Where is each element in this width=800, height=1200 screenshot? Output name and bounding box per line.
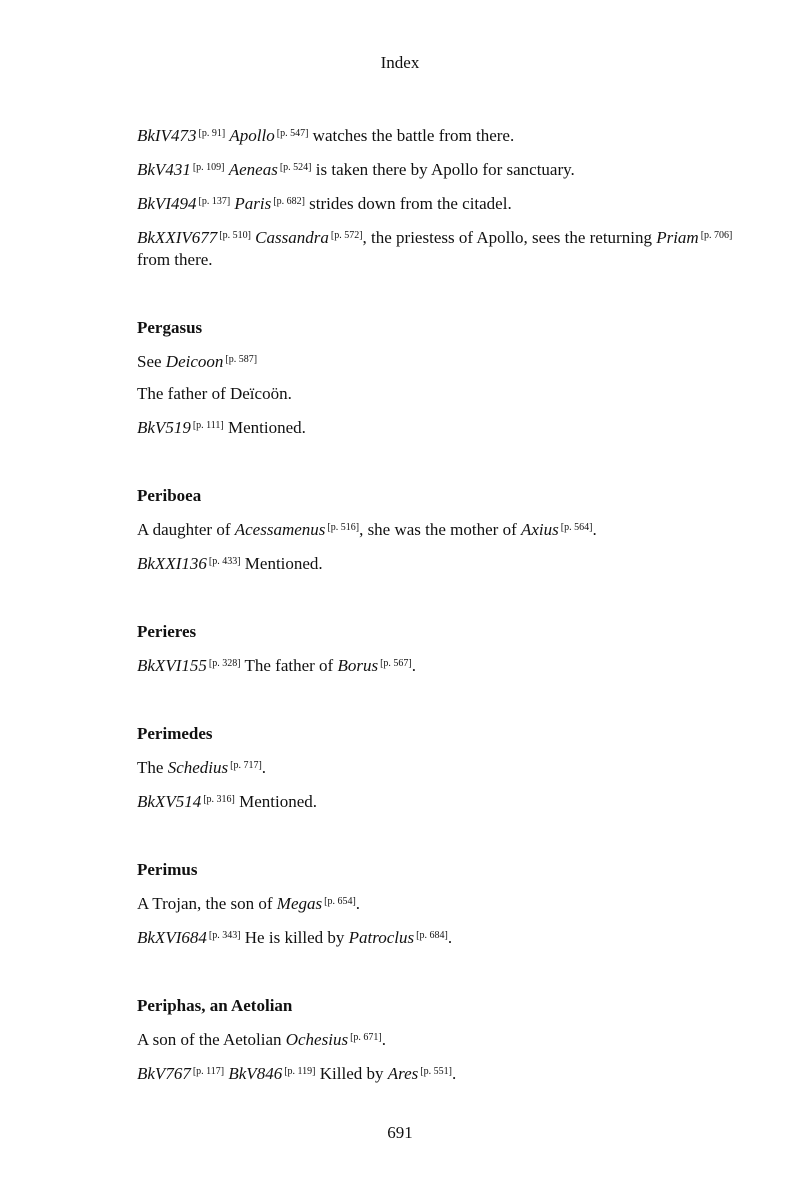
entry-title: Perimedes	[137, 724, 213, 743]
page-reference[interactable]: [p. 91]	[198, 128, 226, 139]
cross-reference-link[interactable]: BkXV514	[137, 792, 202, 811]
index-content	[137, 118, 767, 1090]
page-reference[interactable]: [p. 654]	[324, 896, 356, 907]
page-reference[interactable]: [p. 109]	[192, 162, 225, 173]
entry-line	[137, 546, 767, 580]
index-entry	[137, 854, 767, 954]
page-reference[interactable]: [p. 137]	[198, 196, 231, 207]
page-reference[interactable]: [p. 567]	[380, 658, 412, 669]
entry-line	[137, 220, 767, 276]
entry-text: A daughter of	[137, 520, 235, 539]
index-entry	[137, 480, 767, 580]
entry-text: The father of	[240, 656, 338, 675]
entry-text: .	[355, 894, 361, 913]
page-reference[interactable]: [p. 316]	[203, 794, 235, 805]
index-entry	[137, 990, 767, 1090]
cross-reference-link[interactable]: Ares	[387, 1064, 419, 1083]
page-reference[interactable]: [p. 587]	[225, 354, 258, 365]
cross-reference-link[interactable]: BkVI494	[137, 194, 197, 213]
page-reference[interactable]: [p. 510]	[219, 230, 251, 241]
cross-reference-link[interactable]: Borus	[337, 656, 379, 675]
entry-line	[137, 512, 767, 546]
page-reference[interactable]: [p. 671]	[350, 1032, 382, 1043]
page-reference[interactable]: [p. 111]	[192, 420, 224, 431]
cross-reference-link[interactable]: Cassandra	[255, 228, 329, 247]
entry-text: .	[451, 1064, 457, 1083]
cross-reference-link[interactable]: BkV846	[228, 1064, 283, 1083]
entry-text: strides down from the citadel.	[304, 194, 512, 213]
cross-reference-link[interactable]: BkXXI136	[137, 554, 207, 573]
page-reference[interactable]: [p. 706]	[700, 230, 733, 241]
entry-title: Perieres	[137, 622, 197, 641]
cross-reference-link[interactable]: BkV519	[137, 418, 191, 437]
cross-reference-link[interactable]: Acessamenus	[234, 520, 326, 539]
page-reference[interactable]: [p. 547]	[276, 128, 309, 139]
entry-line	[137, 186, 767, 220]
entry-line	[137, 344, 767, 378]
entry-title: Periboea	[137, 486, 202, 505]
page-reference[interactable]: [p. 564]	[560, 522, 593, 533]
cross-reference-link[interactable]: BkXVI684	[137, 928, 207, 947]
page-reference[interactable]: [p. 524]	[279, 162, 312, 173]
cross-reference-link[interactable]: Paris	[234, 194, 272, 213]
cross-reference-link[interactable]: Aeneas	[228, 160, 278, 179]
entry-text: See	[137, 352, 166, 371]
entry-line	[137, 1056, 767, 1090]
entry-text: .	[381, 1030, 386, 1049]
page-reference[interactable]: [p. 572]	[330, 230, 363, 241]
entry-text: The father of Deïcoön.	[137, 384, 292, 403]
entry-text: .	[447, 928, 453, 947]
page-reference[interactable]: [p. 433]	[208, 556, 241, 567]
entry-line	[137, 750, 767, 784]
entry-text: The	[137, 758, 168, 777]
entry-text: A son of the Aetolian	[137, 1030, 286, 1049]
cross-reference-link[interactable]: BkV767	[137, 1064, 191, 1083]
cross-reference-link[interactable]: BkXVI155	[137, 656, 207, 675]
entry-text: Mentioned.	[234, 792, 318, 811]
entry-text: .	[261, 758, 267, 777]
cross-reference-link[interactable]: BkV431	[137, 160, 191, 179]
page-reference[interactable]: [p. 343]	[208, 930, 241, 941]
index-entry	[137, 118, 767, 276]
page-reference[interactable]: [p. 516]	[327, 522, 360, 533]
entry-text: .	[411, 656, 416, 675]
entry-line	[137, 152, 767, 186]
entry-text: He is killed by	[240, 928, 349, 947]
cross-reference-link[interactable]: BkIV473	[137, 126, 197, 145]
cross-reference-link[interactable]: Schedius	[167, 758, 229, 777]
cross-reference-link[interactable]: Megas	[276, 894, 323, 913]
entry-line	[137, 378, 767, 410]
entry-text: watches the battle from there.	[308, 126, 515, 145]
page-reference[interactable]: [p. 551]	[420, 1066, 452, 1077]
index-entry	[137, 718, 767, 818]
page-reference[interactable]: [p. 684]	[416, 930, 448, 941]
page-reference[interactable]: [p. 117]	[192, 1066, 225, 1077]
page-reference[interactable]: [p. 717]	[230, 760, 262, 771]
entry-text: , the priestess of Apollo, sees the returning	[362, 228, 657, 247]
page-reference[interactable]: [p. 119]	[284, 1066, 316, 1077]
entry-title: Pergasus	[137, 318, 203, 337]
entry-line	[137, 886, 767, 920]
entry-text: .	[592, 520, 597, 539]
entry-text: Mentioned.	[240, 554, 323, 573]
page-reference[interactable]: [p. 682]	[273, 196, 305, 207]
entry-line	[137, 118, 767, 152]
cross-reference-link[interactable]: Axius	[521, 520, 559, 539]
page-reference[interactable]: [p. 328]	[208, 658, 241, 669]
cross-reference-link[interactable]: Deicoon	[165, 352, 224, 371]
entry-text: A Trojan, the son of	[137, 894, 277, 913]
cross-reference-link[interactable]: Ochesius	[285, 1030, 349, 1049]
page-number: 691	[387, 1123, 413, 1142]
entry-line	[137, 648, 767, 682]
entry-text: is taken there by Apollo for sanctuary.	[311, 160, 575, 179]
entry-title: Perimus	[137, 860, 198, 879]
entry-line	[137, 1022, 767, 1056]
running-header: Index	[380, 53, 420, 72]
cross-reference-link[interactable]: Priam	[656, 228, 699, 247]
entry-text: Mentioned.	[223, 418, 306, 437]
entry-line	[137, 410, 767, 444]
entry-text: , she was the mother of	[359, 520, 521, 539]
entry-text: from there.	[137, 250, 213, 269]
entry-line	[137, 920, 767, 954]
cross-reference-link[interactable]: BkXXIV677	[137, 228, 218, 247]
index-entry	[137, 312, 767, 444]
entry-title: Periphas, an Aetolian	[137, 996, 293, 1015]
index-entry	[137, 616, 767, 682]
cross-reference-link[interactable]: Apollo	[229, 126, 275, 145]
entry-text: Killed by	[315, 1064, 388, 1083]
cross-reference-link[interactable]: Patroclus	[348, 928, 415, 947]
entry-line	[137, 784, 767, 818]
